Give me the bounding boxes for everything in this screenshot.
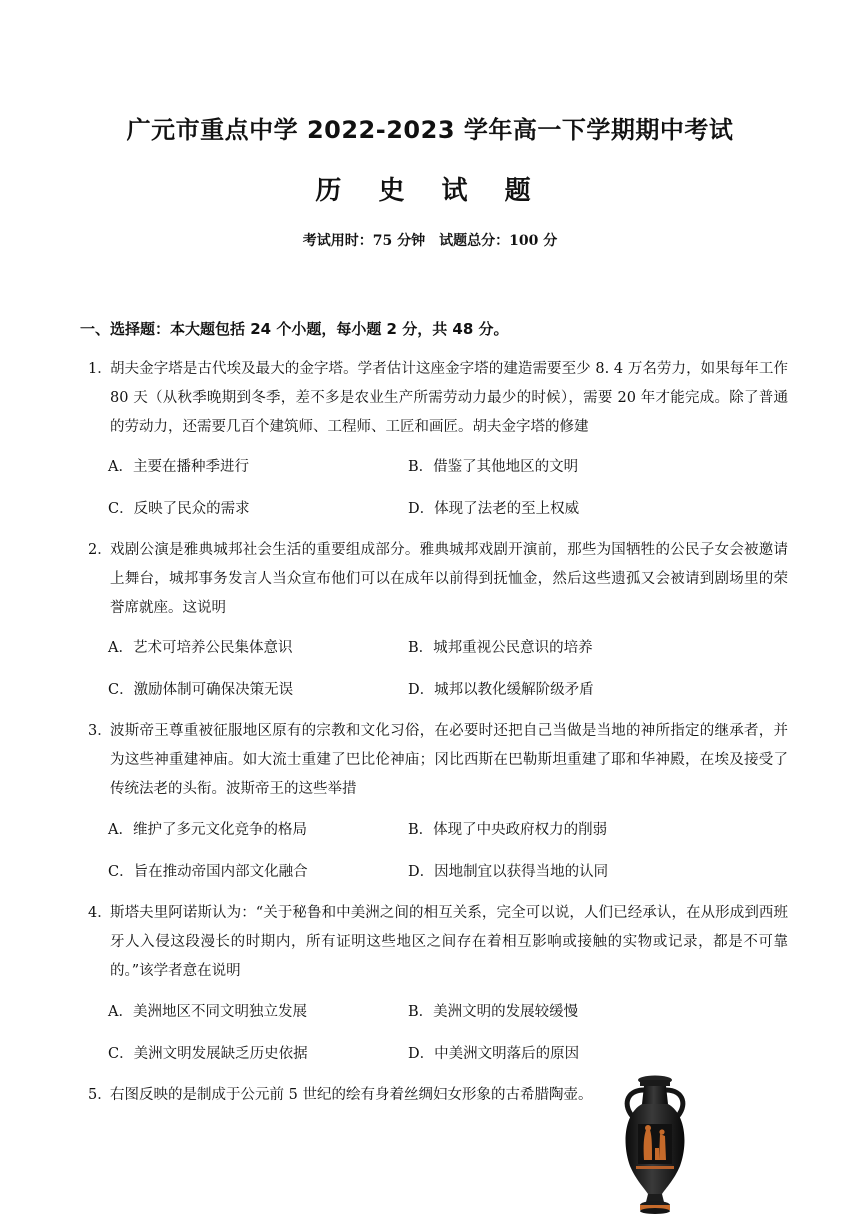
option-c[interactable]: C．旨在推动帝国内部文化融合 xyxy=(108,864,308,880)
exam-subtitle: 历 史 试 题 xyxy=(315,176,545,206)
option-b[interactable]: B．借鉴了其他地区的文明 xyxy=(408,459,579,475)
option-a[interactable]: A．艺术可培养公民集体意识 xyxy=(108,640,293,656)
question-number: 3． xyxy=(88,723,112,739)
option-a[interactable]: A．维护了多元文化竞争的格局 xyxy=(108,822,307,838)
question-5 xyxy=(88,1081,608,1110)
option-d[interactable]: D．体现了法老的至上权威 xyxy=(408,501,580,517)
question-number: 2． xyxy=(88,542,112,558)
greek-amphora-image xyxy=(612,1074,698,1216)
question-2 xyxy=(88,536,788,623)
question-3 xyxy=(88,717,788,804)
option-a[interactable]: A．美洲地区不同文明独立发展 xyxy=(108,1004,307,1020)
option-d[interactable]: D．因地制宜以获得当地的认同 xyxy=(408,864,609,880)
option-a[interactable]: A．主要在播种季进行 xyxy=(108,459,249,475)
option-c[interactable]: C．激励体制可确保决策无误 xyxy=(108,682,294,698)
question-text: 斯塔夫里阿诺斯认为：“关于秘鲁和中美洲之间的相互关系，完全可以说，人们已经承认，在从形成到西班牙人入侵这段漫长的时期内，所有证明这些地区之间存在着相互影响或接触的实物或记录，都是不可靠的。”该学者意在说明 xyxy=(110,905,788,979)
question-text: 戏剧公演是雅典城邦社会生活的重要组成部分。雅典城邦戏剧开演前，那些为国牺牲的公民子女会被邀请上舞台，城邦事务发言人当众宣布他们可以在成年以前得到抚恤金，然后这些遗孤又会被请到剧场里的荣誉席就座。这说明 xyxy=(110,542,788,616)
question-number: 5． xyxy=(88,1087,112,1103)
exam-title: 广元市重点中学 2022-2023 学年高一下学期期中考试 xyxy=(126,116,734,144)
question-text: 波斯帝王尊重被征服地区原有的宗教和文化习俗，在必要时还把自己当做是当地的神所指定的继承者，并为这些神重建神庙。如大流士重建了巴比伦神庙；冈比西斯在巴勒斯坦重建了耶和华神殿，在埃及接受了传统法老的头衔。波斯帝王的这些举措 xyxy=(110,723,788,797)
question-number: 4． xyxy=(88,905,112,921)
option-c[interactable]: C．美洲文明发展缺乏历史依据 xyxy=(108,1046,308,1062)
option-c[interactable]: C．反映了民众的需求 xyxy=(108,501,250,517)
option-b[interactable]: B．体现了中央政府权力的削弱 xyxy=(408,822,608,838)
question-1 xyxy=(88,355,788,442)
option-b[interactable]: B．美洲文明的发展较缓慢 xyxy=(408,1004,579,1020)
question-4 xyxy=(88,899,788,986)
option-d[interactable]: D．中美洲文明落后的原因 xyxy=(408,1046,580,1062)
option-b[interactable]: B．城邦重视公民意识的培养 xyxy=(408,640,593,656)
option-d[interactable]: D．城邦以教化缓解阶级矛盾 xyxy=(408,682,594,698)
question-text: 胡夫金字塔是古代埃及最大的金字塔。学者估计这座金字塔的建造需要至少 8. 4 万名劳力，如果每年工作 80 天（从秋季晚期到冬季，差不多是农业生产所需劳动力最少的时候），需要 20 年才能完成。除了普通的劳动力，还需要几百个建筑师、工程师、工匠和画匠。胡夫金字塔的修建 xyxy=(110,361,788,435)
exam-info: 考试用时：75 分钟 试题总分：100 分 xyxy=(302,233,558,249)
section-heading: 一、选择题：本大题包括 24 个小题，每小题 2 分，共 48 分。 xyxy=(80,320,509,338)
question-number: 1． xyxy=(88,361,112,377)
question-text: 右图反映的是制成于公元前 5 世纪的绘有身着丝绸妇女形象的古希腊陶壶。 xyxy=(110,1087,593,1103)
